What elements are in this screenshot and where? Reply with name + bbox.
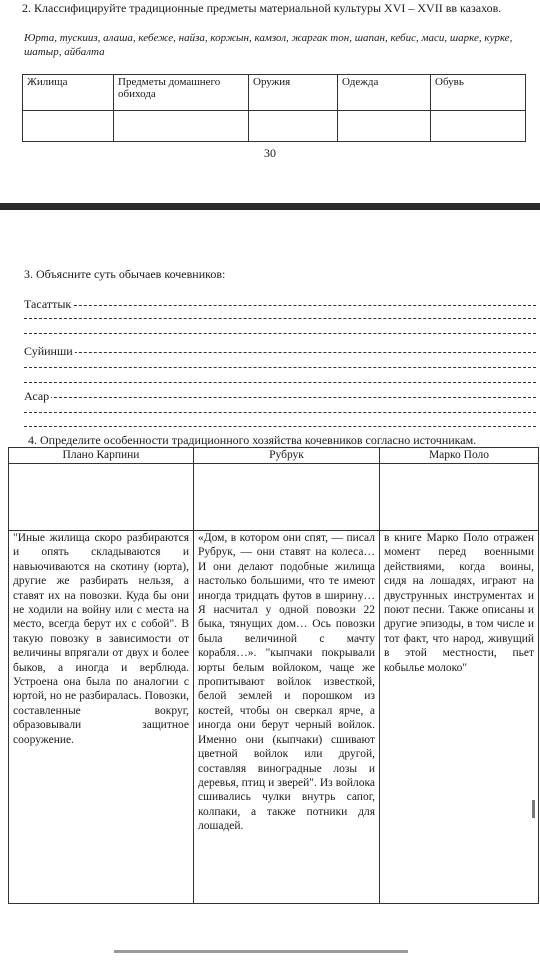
answer-line — [24, 318, 536, 319]
answer-line — [24, 333, 536, 334]
table-header-weapons: Оружия — [249, 75, 338, 111]
source-text-rubruk: «Дом, в котором они спят, — писал Рубрук, — они ставят на колеса… И они делают подобные жилища настолько большими, что те имеют иногда тридцать футов в ширину… Я насчитал у одной повозки 22 быка, тянущих дом… Ось повозки была величиной с мачту корабля…». "кыпчаки покрывали юрты белым войлоком, чаще же пропитывают войлок известкой, белой землей и порошком из костей, чтобы он сверкал ярче, а иногда они берут черный войлок. Именно они (кыпчаки) сшивают цветной войлок или другой, составляя виноградные лозы и деревья, птиц и зверей". Из войлока сшивались чулки внутрь сапог, колпаки, а также потники для лошадей. — [194, 531, 380, 904]
table-cell-empty — [380, 464, 539, 531]
custom-label-suyinshi: Суйинши — [24, 344, 73, 358]
answer-line — [24, 426, 536, 427]
table-header-footwear: Обувь — [431, 75, 526, 111]
answer-line — [24, 305, 536, 306]
source-text-marco-polo: в книге Марко Поло отражен момент перед военными действиями, когда воины, сидя на лошадях, играют на двуструнных инструментах и поют песни. Также описаны и другие эпизоды, в том числе и тот факт, что народ, живущий в этой местности, пьет кобылье молоко" — [380, 531, 539, 904]
table-header-clothing: Одежда — [338, 75, 431, 111]
task3-title: 3. Объясните суть обычаев кочевников: — [24, 267, 226, 281]
page-number: 30 — [264, 146, 276, 160]
page-divider — [0, 203, 540, 210]
table-header-dwellings: Жилища — [23, 75, 114, 111]
table-cell-empty — [9, 464, 194, 531]
custom-label-asar: Асар — [24, 389, 50, 403]
classification-table — [22, 74, 526, 142]
sources-table — [8, 447, 539, 904]
table-cell-empty — [114, 111, 249, 142]
horizontal-scrollbar-thumb[interactable] — [114, 950, 408, 953]
table-cell-empty — [23, 111, 114, 142]
source-header-carpini: Плано Карпини — [9, 448, 194, 464]
table-cell-empty — [194, 464, 380, 531]
table-cell-empty — [338, 111, 431, 142]
table-header-household-items: Предметы домашнего обихода — [114, 75, 249, 111]
source-text-carpini: "Иные жилища скоро разбираются и опять складываются и навьючиваются на скотину (юрта), другие же разбирать нельзя, а ставят их на повозки. Куда бы они не ходили на войну или с места на место, всегда берут их с собой". В такую повозку в зависимости от величины впрягали от двух и более быков, а иногда и верблюда. Устроена она была по аналогии с юртой, но не разбиралась. Повозки, составленные вокруг, образовывали защитное сооружение. — [9, 531, 194, 904]
custom-label-tasattyk: Тасаттык — [24, 297, 72, 311]
task2-items: Юрта, тускииз, алаша, кебеже, найза, коржын, камзол, жаргак тон, шапан, кебис, маси, шарке, курке, шатыр, айбалта — [24, 32, 513, 58]
answer-line — [24, 352, 536, 353]
source-header-marco-polo: Марко Поло — [380, 448, 539, 464]
source-header-rubruk: Рубрук — [194, 448, 380, 464]
answer-line — [24, 382, 536, 383]
answer-line — [24, 367, 536, 368]
table-cell-empty — [431, 111, 526, 142]
answer-line — [24, 412, 536, 413]
answer-line — [24, 397, 536, 398]
table-cell-empty — [249, 111, 338, 142]
task4-title: 4. Определите особенности традиционного хозяйства кочевников согласно источникам. — [28, 433, 477, 447]
vertical-scrollbar-thumb[interactable] — [532, 800, 535, 818]
task2-title: 2. Классифицируйте традиционные предметы материальной культуры XVI – XVII вв казахов. — [22, 1, 502, 15]
